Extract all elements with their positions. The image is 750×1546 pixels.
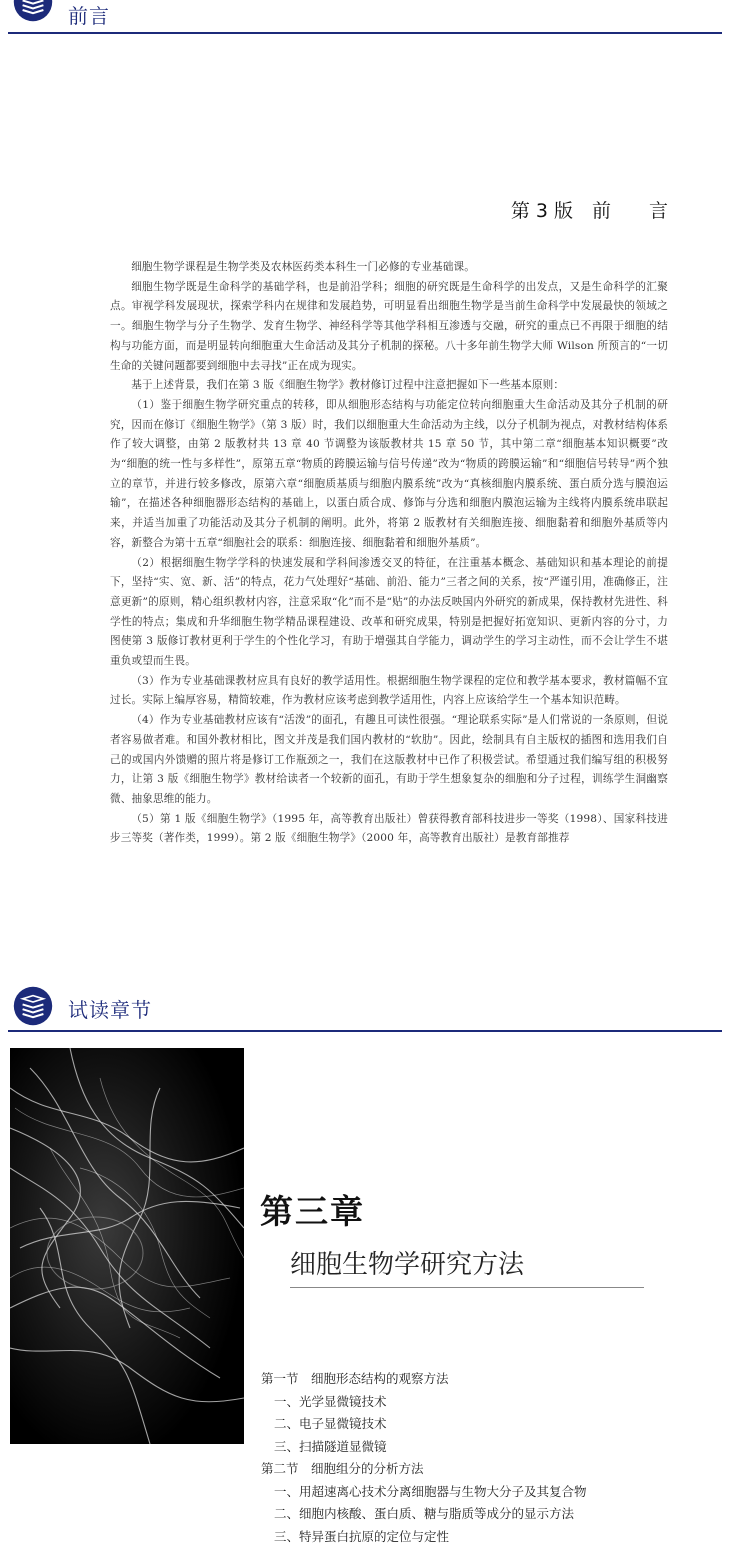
preface-paragraph: （1）鉴于细胞生物学研究重点的转移，即从细胞形态结构与功能定位转向细胞重大生命活动及其分子机制的研究，因而在修订《细胞生物学》（第 3 版）时，我们以细胞重大生命活动为主线，以分子机制为视点，对教材结构体系作了较大调整，由第 2 版教材共 13 章 40 节调整为该版教材共 15 章 50 节，其中第二章“细胞基本知识概要”改为“细胞的统一性与多样性”，原第五章“物质的跨膜运输与信号传递”改为“物质的跨膜运输”和“细胞信号转导”两个独立的章节，并进行较多修改，原第六章“细胞质基质与细胞内膜系统”改为“真核细胞内膜系统、蛋白质分选与膜泡运输”，在描述各种细胞器形态结构的基础上，以蛋白质合成、修饰与分选和细胞内膜泡运输为主线将内膜系统串联起来，并适当加重了功能活动及其分子机制的阐明。此外，将第 2 版教材有关细胞连接、细胞黏着和细胞外基质等内容，新整合为第十五章“细胞社会的联系：细胞连接、细胞黏着和细胞外基质”。 bbox=[110, 398, 668, 549]
preface-paragraph: （5）第 1 版《细胞生物学》（1995 年，高等教育出版社）曾获得教育部科技进步一等奖（1998）、国家科技进步三等奖（著作类，1999）。第 2 版《细胞生物学》（2000 年，高等教育出版社）是教育部推荐 bbox=[110, 812, 668, 845]
toc-item[interactable]: 二、电子显微镜技术 bbox=[274, 1416, 387, 1431]
section-header-preface bbox=[0, 0, 722, 34]
toc-item[interactable]: 二、细胞内核酸、蛋白质、糖与脂质等成分的显示方法 bbox=[274, 1506, 575, 1521]
section-title: 试读章节 bbox=[68, 998, 152, 1022]
section-divider bbox=[8, 1030, 722, 1032]
book-stack-icon bbox=[8, 986, 58, 1026]
section-header-sample-chapter bbox=[0, 992, 722, 1032]
chapter-toc bbox=[261, 1368, 587, 1546]
chapter-title-divider bbox=[290, 1287, 644, 1288]
toc-item[interactable]: 一、用超速离心技术分离细胞器与生物大分子及其复合物 bbox=[274, 1483, 587, 1499]
book-stack-icon bbox=[8, 0, 58, 22]
preface-body bbox=[110, 258, 668, 849]
preface-heading: 第 3 版 前 言 bbox=[510, 200, 668, 222]
section-divider bbox=[8, 32, 722, 34]
preface-paragraph: （3）作为专业基础课教材应具有良好的教学适用性。根据细胞生物学课程的定位和教学基本要求，教材篇幅不宜过长。实际上编厚容易，精简较难，作为教材应该考虑到教学适用性，内容上应该给学生一个基本知识范畴。 bbox=[110, 674, 668, 707]
chapter-title: 细胞生物学研究方法 bbox=[290, 1250, 525, 1280]
cell-micrograph-image bbox=[10, 1048, 244, 1444]
toc-item[interactable]: 三、扫描隧道显微镜 bbox=[274, 1438, 387, 1454]
preface-paragraph: 细胞生物学课程是生物学类及农林医药类本科生一门必修的专业基础课。 bbox=[131, 261, 475, 273]
toc-item[interactable]: 三、特异蛋白抗原的定位与定性 bbox=[274, 1528, 450, 1544]
preface-paragraph: 基于上述背景，我们在第 3 版《细胞生物学》教材修订过程中注意把握如下一些基本原则： bbox=[131, 379, 565, 392]
toc-section[interactable]: 第一节 细胞形态结构的观察方法 bbox=[261, 1371, 449, 1386]
chapter-label: 第三章 bbox=[260, 1192, 365, 1231]
section-title: 前言 bbox=[68, 4, 110, 28]
toc-item[interactable]: 一、光学显微镜技术 bbox=[274, 1393, 387, 1409]
toc-section[interactable]: 第二节 细胞组分的分析方法 bbox=[261, 1461, 424, 1476]
preface-paragraph: （4）作为专业基础教材应该有“活泼”的面孔，有趣且可读性很强。“理论联系实际”是人们常说的一条原则，但说者容易做者难。和国外教材相比，图文并茂是我们国内教材的“软肋”。因此，绘制具有自主版权的插图和选用我们自己的或国内外馈赠的照片将是修订工作瓶颈之一，我们在这版教材中已作了积极尝试。希望通过我们编写组的积极努力，让第 3 版《细胞生物学》教材给读者一个较新的面孔，有助于学生想象复杂的细胞和分子过程，训练学生洞幽察微、抽象思维的能力。 bbox=[110, 714, 668, 805]
preface-paragraph: 细胞生物学既是生命科学的基础学科，也是前沿学科；细胞的研究既是生命科学的出发点，又是生命科学的汇聚点。审视学科发展现状，探索学科内在规律和发展趋势，可明显看出细胞生物学是当前生命科学中发展最快的领域之一。细胞生物学与分子生物学、发育生物学、神经科学等其他学科相互渗透与交融，研究的重点已不再限于细胞的结构与功能方面，而是明显转向细胞重大生命活动及其分子机制的探秘。八十多年前生物学大师 Wilson 所预言的“一切生命的关键问题都要到细胞中去寻找”正在成为现实。 bbox=[110, 280, 668, 372]
preface-paragraph: （2）根据细胞生物学学科的快速发展和学科间渗透交叉的特征，在注重基本概念、基础知识和基本理论的前提下，坚持“实、宽、新、活”的特点，花力气处理好“基础、前沿、能力”三者之间的关系，按“严谨引用，准确修正，注意更新”的原则，精心组织教材内容，注意采取“化”而不是“贴”的办法反映国内外研究的新成果，保持教材先进性、科学性的特点；集成和升华细胞生物学精品课程建设、改革和研究成果，特别是把握好拓宽知识、更新内容的分寸，力图使第 3 版修订教材更利于学生的个性化学习，有助于增强其自学能力，调动学生的学习主动性，而不会让学生不堪重负或望而生畏。 bbox=[110, 556, 668, 668]
